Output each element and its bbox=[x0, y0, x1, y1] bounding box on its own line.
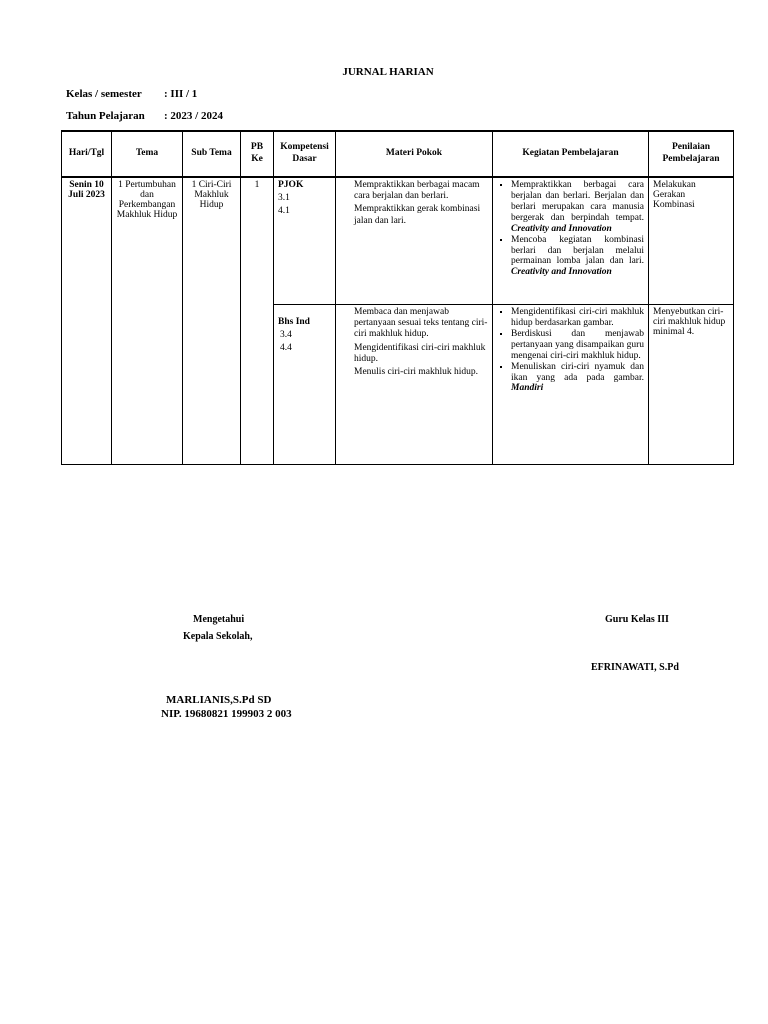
materi-cell bbox=[336, 177, 493, 305]
character-tag: Creativity and Innovation bbox=[511, 267, 612, 278]
guru-kelas-label: Guru Kelas III bbox=[605, 614, 669, 625]
kd-cell bbox=[274, 177, 336, 305]
pb-cell: 1 bbox=[241, 177, 274, 465]
kd-item: 4.1 bbox=[278, 206, 290, 217]
penilaian-cell: Menyebutkan ciri-ciri makhluk hidup minimal 4. bbox=[649, 305, 734, 465]
kd-subject: Bhs Ind bbox=[278, 317, 310, 327]
materi-item: Menulis ciri-ciri makhluk hidup. bbox=[354, 367, 479, 378]
kepala-sekolah-label: Kepala Sekolah, bbox=[183, 631, 253, 642]
penilaian-cell: Melakukan Gerakan Kombinasi bbox=[649, 177, 734, 305]
kd-item: 3.1 bbox=[278, 193, 290, 204]
character-tag: Mandiri bbox=[511, 383, 544, 394]
kegiatan-item: ▪ Berdiskusi dan menjawab pertanyaan yang disampaikan guru mengenai ciri-ciri makhluk hidup. bbox=[511, 329, 644, 362]
hari-cell: Senin 10 Juli 2023 bbox=[62, 177, 112, 465]
subtema-cell: 1 Ciri-Ciri Makhluk Hidup bbox=[183, 177, 241, 465]
col-header: Hari/Tgl bbox=[62, 131, 112, 177]
document-title: JURNAL HARIAN bbox=[342, 66, 434, 78]
kelas-label: Kelas / semester bbox=[66, 88, 142, 100]
mengetahui-label: Mengetahui bbox=[193, 614, 245, 625]
materi-item: Membaca dan menjawab pertanyaan sesuai teks tentang ciri-ciri makhluk hidup. bbox=[354, 307, 488, 340]
kegiatan-cell bbox=[493, 305, 649, 465]
kegiatan-item: ▪ Mempraktikkan berbagai cara berjalan dan berlari. Berjalan dan berlari merupakan cara manusia bergerak dan berpindah tempat. Creativity and Innovation bbox=[511, 180, 644, 235]
col-header: Penilaian Pembelajaran bbox=[649, 131, 734, 177]
tema-cell: 1 Pertumbuhan dan Perkembangan Makhluk Hidup bbox=[112, 177, 183, 465]
kegiatan-cell bbox=[493, 177, 649, 305]
col-header: PB Ke bbox=[241, 131, 274, 177]
kd-subject: PJOK bbox=[278, 180, 304, 190]
col-header: Materi Pokok bbox=[336, 131, 493, 177]
col-header: Kompetensi Dasar bbox=[274, 131, 336, 177]
kd-item: 4.4 bbox=[280, 343, 292, 354]
principal-name: MARLIANIS,S.Pd SD bbox=[166, 694, 272, 706]
kegiatan-item: ▪ Mengidentifikasi ciri-ciri makhluk hidup berdasarkan gambar. bbox=[511, 307, 644, 329]
tahun-value: : 2023 / 2024 bbox=[164, 110, 223, 122]
character-tag: Creativity and Innovation bbox=[511, 223, 612, 234]
kd-cell bbox=[274, 305, 336, 465]
kegiatan-item: ▪ Menuliskan ciri-ciri nyamuk dan ikan yang ada pada gambar. Mandiri bbox=[511, 362, 644, 395]
principal-nip: NIP. 19680821 199903 2 003 bbox=[161, 708, 292, 720]
materi-cell bbox=[336, 305, 493, 465]
materi-item: Mengidentifikasi ciri-ciri makhluk hidup. bbox=[354, 342, 486, 364]
journal-table bbox=[61, 130, 734, 465]
col-header: Kegiatan Pembelajaran bbox=[493, 131, 649, 177]
table-header-row bbox=[62, 131, 734, 177]
kelas-value: : III / 1 bbox=[164, 88, 198, 100]
table-row bbox=[62, 177, 734, 305]
materi-item: Mempraktikkan gerak kombinasi jalan dan lari. bbox=[354, 204, 481, 226]
col-header: Tema bbox=[112, 131, 183, 177]
kd-item: 3.4 bbox=[280, 330, 292, 341]
col-header: Sub Tema bbox=[183, 131, 241, 177]
tahun-label: Tahun Pelajaran bbox=[66, 110, 145, 122]
kegiatan-item: ▪ Mencoba kegiatan kombinasi berlari dan berjalan melalui permainan lomba jalan dan lari. Creativity and Innovation bbox=[511, 235, 644, 279]
materi-item: Mempraktikkan berbagai macam cara berjalan dan berlari. bbox=[354, 180, 480, 202]
teacher-name: EFRINAWATI, S.Pd bbox=[591, 662, 679, 673]
